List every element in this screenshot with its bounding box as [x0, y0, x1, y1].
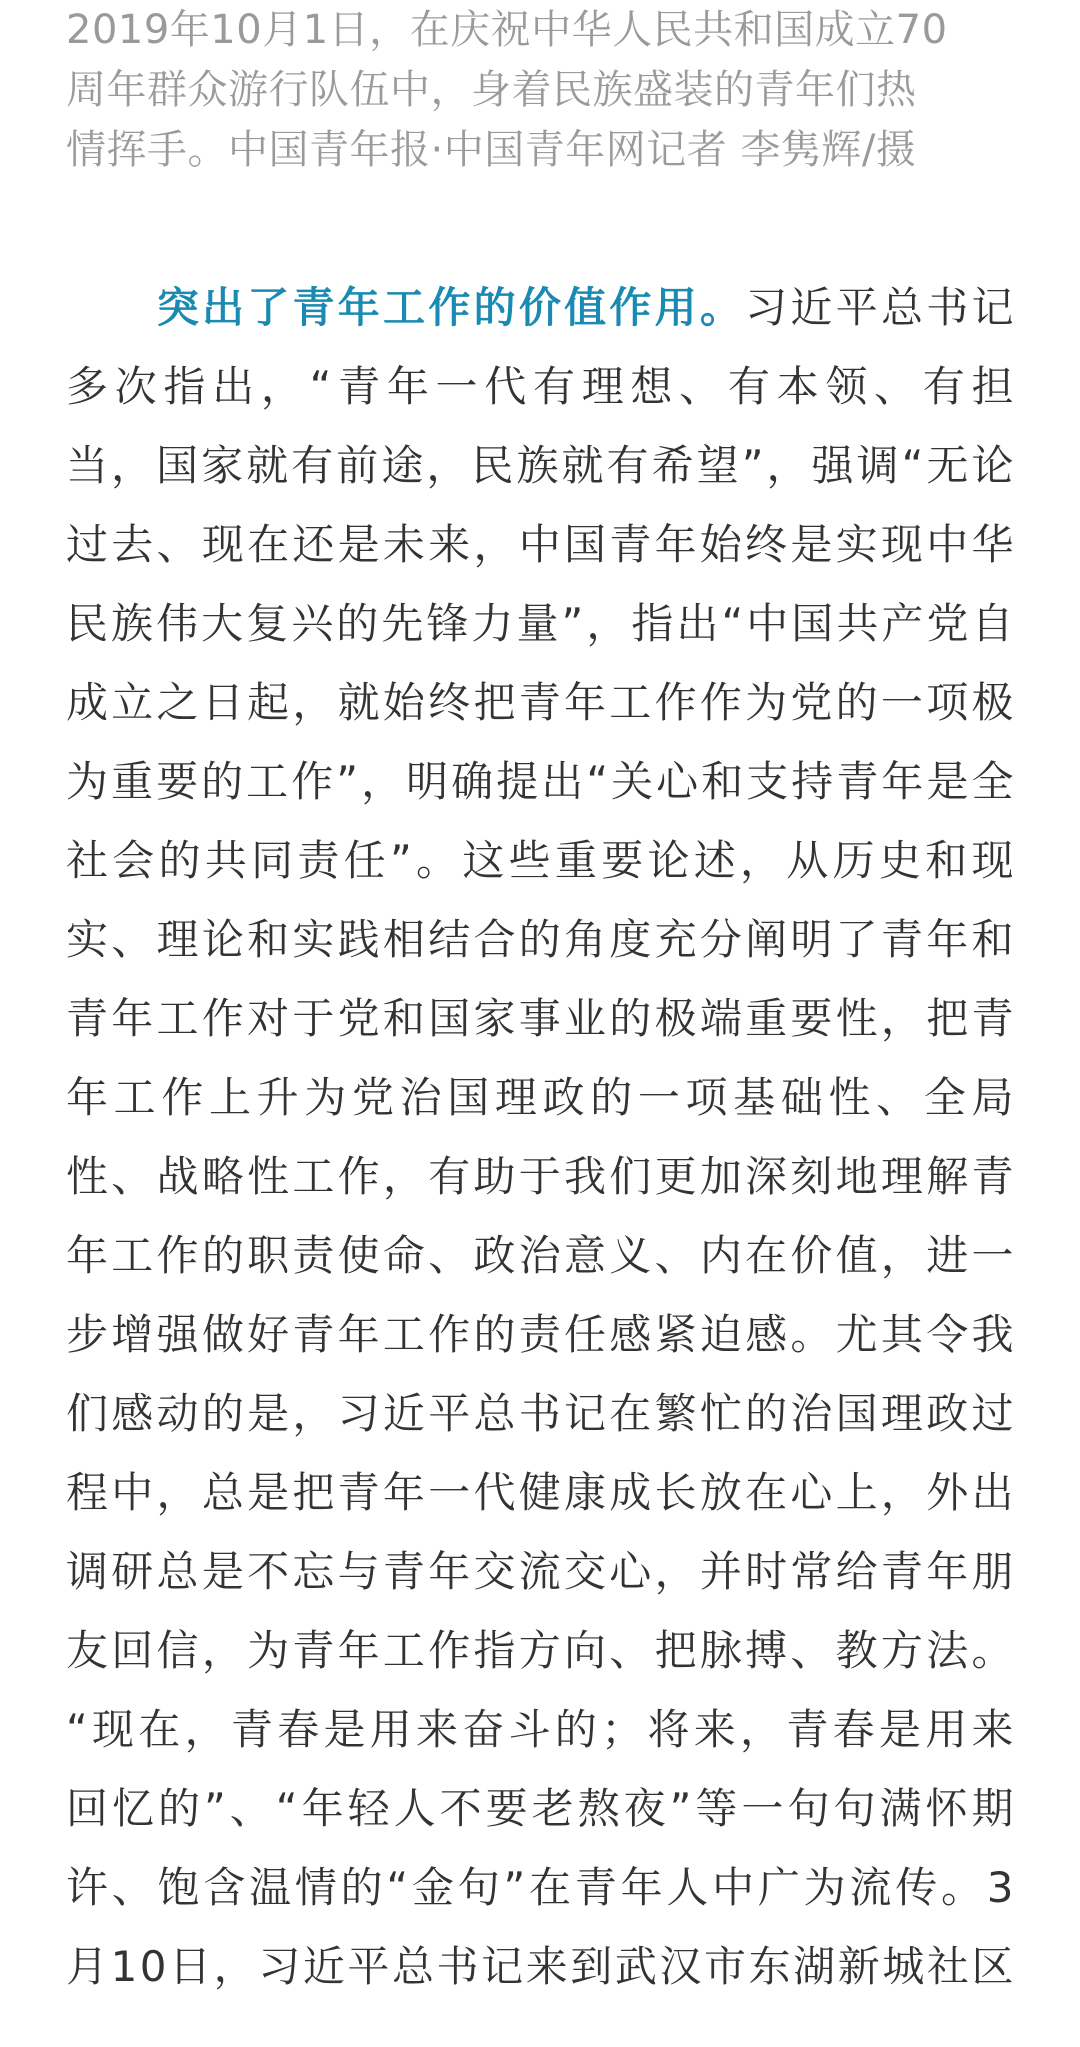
paragraph-line: 年工作上升为党治国理政的一项基础性、全局: [66, 1073, 1016, 1122]
paragraph-line: “现在，青春是用来奋斗的；将来，青春是用来: [66, 1705, 1016, 1754]
paragraph-line: 调研总是不忘与青年交流交心，并时常给青年朋: [66, 1547, 1016, 1596]
paragraph-line: 友回信，为青年工作指方向、把脉搏、教方法。: [66, 1626, 1016, 1675]
caption-line: 2019年10月1日，在庆祝中华人民共和国成立70: [66, 7, 948, 53]
paragraph-line: 月10日，习近平总书记来到武汉市东湖新城社区: [66, 1942, 1016, 1991]
paragraph-first-line: [66, 268, 1016, 347]
paragraph-line: 社会的共同责任”。这些重要论述，从历史和现: [66, 836, 1016, 885]
paragraph-line: 当，国家就有前途，民族就有希望”，强调“无论: [66, 441, 1016, 490]
paragraph-line: 回忆的”、“年轻人不要老熬夜”等一句句满怀期: [66, 1784, 1016, 1833]
paragraph-line: 多次指出，“青年一代有理想、有本领、有担: [66, 362, 1016, 411]
caption-line: 周年群众游行队伍中，身着民族盛装的青年们热: [66, 67, 917, 113]
paragraph-line: 性、战略性工作，有助于我们更加深刻地理解青: [66, 1152, 1016, 1201]
article-paragraph: [66, 268, 1016, 2006]
paragraph-line: 成立之日起，就始终把青年工作作为党的一项极: [66, 678, 1016, 727]
paragraph-line: 步增强做好青年工作的责任感紧迫感。尤其令我: [66, 1310, 1016, 1359]
paragraph-line: 许、饱含温情的“金句”在青年人中广为流传。3: [66, 1863, 1016, 1912]
paragraph-line: 实、理论和实践相结合的角度充分阐明了青年和: [66, 915, 1016, 964]
photo-caption: [66, 0, 1026, 180]
caption-line: 情挥手。中国青年报·中国青年网记者 李隽辉/摄: [66, 127, 917, 173]
paragraph-line: 年工作的职责使命、政治意义、内在价值，进一: [66, 1231, 1016, 1280]
first-line-text: 习近平总书记: [745, 283, 1016, 332]
paragraph-line: 为重要的工作”，明确提出“关心和支持青年是全: [66, 757, 1016, 806]
paragraph-line: 过去、现在还是未来，中国青年始终是实现中华: [66, 520, 1016, 569]
highlight-heading: 突出了青年工作的价值作用。: [156, 283, 746, 332]
paragraph-line: 程中，总是把青年一代健康成长放在心上，外出: [66, 1468, 1016, 1517]
paragraph-line: 青年工作对于党和国家事业的极端重要性，把青: [66, 994, 1016, 1043]
paragraph-line: 们感动的是，习近平总书记在繁忙的治国理政过: [66, 1389, 1016, 1438]
paragraph-line: 民族伟大复兴的先锋力量”，指出“中国共产党自: [66, 599, 1016, 648]
